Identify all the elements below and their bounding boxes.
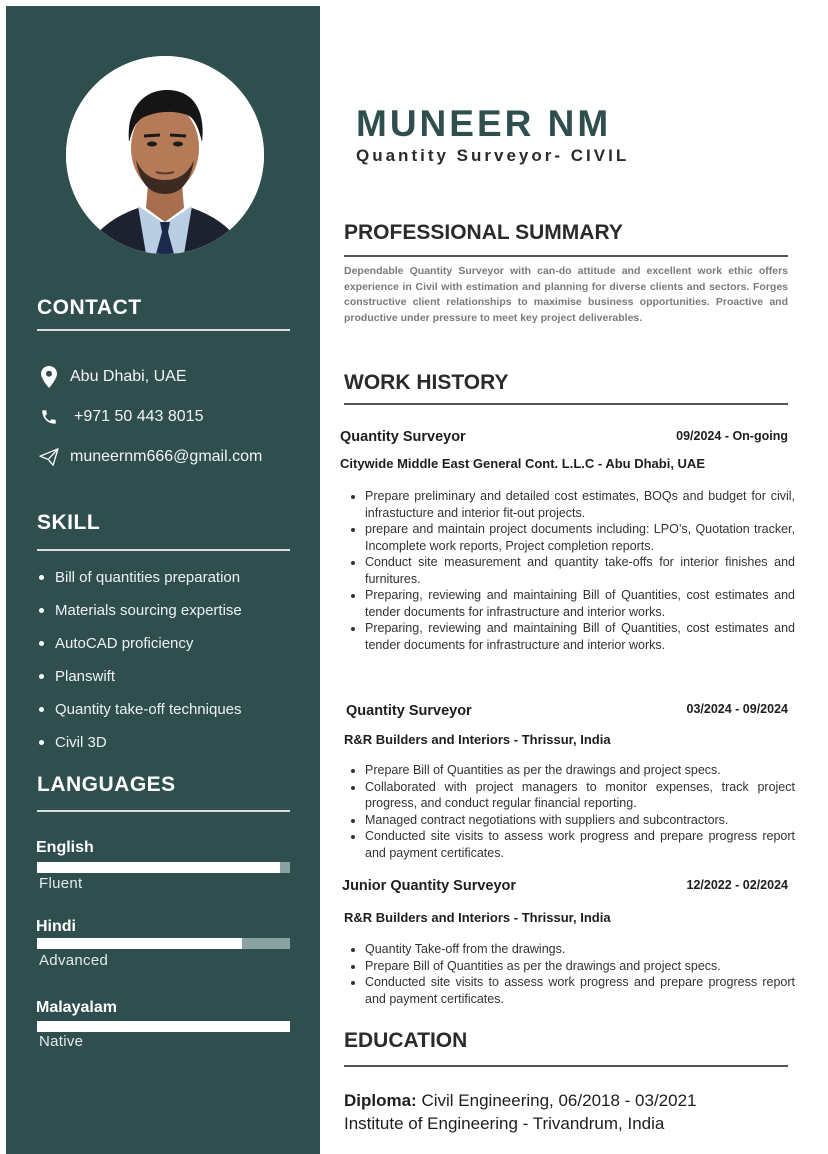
- skill-list: [37, 566, 242, 764]
- job-company: R&R Builders and Interiors - Thrissur, India: [344, 732, 611, 747]
- language-proficiency-fill: [37, 1021, 290, 1032]
- language-proficiency-fill: [37, 938, 242, 949]
- phone-icon: [37, 406, 61, 428]
- summary-text: Dependable Quantity Surveyor with can-do attitude and excellent work ethic offers experience in Civil with estimation and planning for diverse clients and sectors. Forges constructive client relationships to maximise business opportunities. Proactive and productive under pressure to meet key project deliverables.: [344, 265, 788, 324]
- job-company: Citywide Middle East General Cont. L.L.C - Abu Dhabi, UAE: [340, 456, 705, 471]
- work-divider: [344, 403, 788, 405]
- candidate-role: Quantity Surveyor- CIVIL: [356, 146, 630, 165]
- job-dates: 12/2022 - 02/2024: [686, 878, 788, 892]
- sidebar: [6, 6, 320, 1154]
- job-bullet: • Quantity Take-off from the drawings.: [365, 941, 795, 958]
- job-title: Quantity Surveyor: [346, 703, 472, 719]
- languages-divider: [37, 810, 290, 812]
- person-portrait: [66, 56, 264, 254]
- candidate-name: MUNEER NM: [356, 103, 612, 144]
- contact-divider: [37, 329, 290, 331]
- education-detail: Civil Engineering, 06/2018 - 03/2021: [421, 1091, 697, 1110]
- work-heading: WORK HISTORY: [344, 371, 509, 394]
- language-proficiency-bar: [37, 862, 290, 873]
- skill-item: AutoCAD proficiency: [37, 632, 242, 665]
- job-bullet: • Managed contract negotiations with suppliers and subcontractors.: [365, 812, 795, 829]
- job-bullet: • Prepare Bill of Quantities as per the drawings and project specs.: [365, 958, 795, 975]
- contact-location: [37, 366, 187, 388]
- profile-photo: [66, 56, 264, 254]
- language-name: Malayalam: [36, 999, 117, 1016]
- summary-divider: [344, 255, 788, 257]
- job-bullet: • Prepare Bill of Quantities as per the drawings and project specs.: [365, 762, 795, 779]
- job-dates: 03/2024 - 09/2024: [686, 702, 788, 716]
- education-institute: Institute of Engineering - Trivandrum, India: [344, 1114, 665, 1133]
- language-level: Native: [39, 1033, 84, 1050]
- skill-item: Planswift: [37, 665, 242, 698]
- job-bullet: • Conducted site visits to assess work progress and prepare progress report and payment certificates.: [365, 974, 795, 1007]
- contact-phone[interactable]: [37, 406, 203, 428]
- language-proficiency-bar: [37, 938, 290, 949]
- language-proficiency-fill: [37, 862, 280, 873]
- skill-item: Civil 3D: [37, 731, 242, 764]
- language-proficiency-bar: [37, 1021, 290, 1032]
- summary-heading: PROFESSIONAL SUMMARY: [344, 221, 623, 244]
- job-bullets: [347, 941, 795, 1007]
- email-text[interactable]: muneernm666@gmail.com: [70, 448, 263, 465]
- education-label: Diploma:: [344, 1091, 417, 1110]
- location-text: Abu Dhabi, UAE: [70, 368, 187, 385]
- skill-item: Quantity take-off techniques: [37, 698, 242, 731]
- job-bullets: [347, 762, 795, 861]
- job-title: Quantity Surveyor: [340, 429, 466, 445]
- language-name: Hindi: [36, 918, 76, 935]
- job-bullet: • Preparing, reviewing and maintaining Bill of Quantities, cost estimates and tender documents for infrastructure and interior works.: [365, 587, 795, 620]
- skill-item: Bill of quantities preparation: [37, 566, 242, 599]
- job-bullet: • Conducted site visits to assess work progress and prepare progress report and payment certificates.: [365, 828, 795, 861]
- language-level: Fluent: [39, 875, 83, 892]
- job-bullet: • prepare and maintain project documents including: LPO’s, Quotation tracker, Incomplete work reports, Project completion reports.: [365, 521, 795, 554]
- job-bullet: • Preparing, reviewing and maintaining Bill of Quantities, cost estimates and tender documents for infrastructure and interior works.: [365, 620, 795, 653]
- main-content: [320, 0, 828, 1154]
- skill-heading: SKILL: [37, 511, 101, 534]
- language-level: Advanced: [39, 952, 109, 969]
- education-divider: [344, 1065, 788, 1067]
- job-bullet: • Collaborated with project managers to monitor expenses, track project progress, and conduct regular financial reporting.: [365, 779, 795, 812]
- paper-plane-icon: [37, 446, 61, 468]
- skill-divider: [37, 549, 290, 551]
- phone-text[interactable]: +971 50 443 8015: [74, 408, 204, 425]
- job-title: Junior Quantity Surveyor: [342, 878, 517, 894]
- location-pin-icon: [37, 366, 61, 388]
- languages-heading: LANGUAGES: [37, 773, 176, 796]
- education-heading: EDUCATION: [344, 1029, 468, 1052]
- contact-email[interactable]: [37, 446, 262, 468]
- job-bullets: [347, 488, 795, 653]
- language-name: English: [36, 839, 94, 856]
- job-company: R&R Builders and Interiors - Thrissur, India: [344, 910, 611, 925]
- education-entry: [344, 1089, 697, 1135]
- skill-item: Materials sourcing expertise: [37, 599, 242, 632]
- job-bullet: • Prepare preliminary and detailed cost estimates, BOQs and budget for civil, infrastucture and interior fit-out projects.: [365, 488, 795, 521]
- contact-heading: CONTACT: [37, 296, 142, 319]
- job-bullet: • Conduct site measurement and quantity take-offs for interior finishes and furnitures.: [365, 554, 795, 587]
- job-dates: 09/2024 - On-going: [676, 429, 788, 443]
